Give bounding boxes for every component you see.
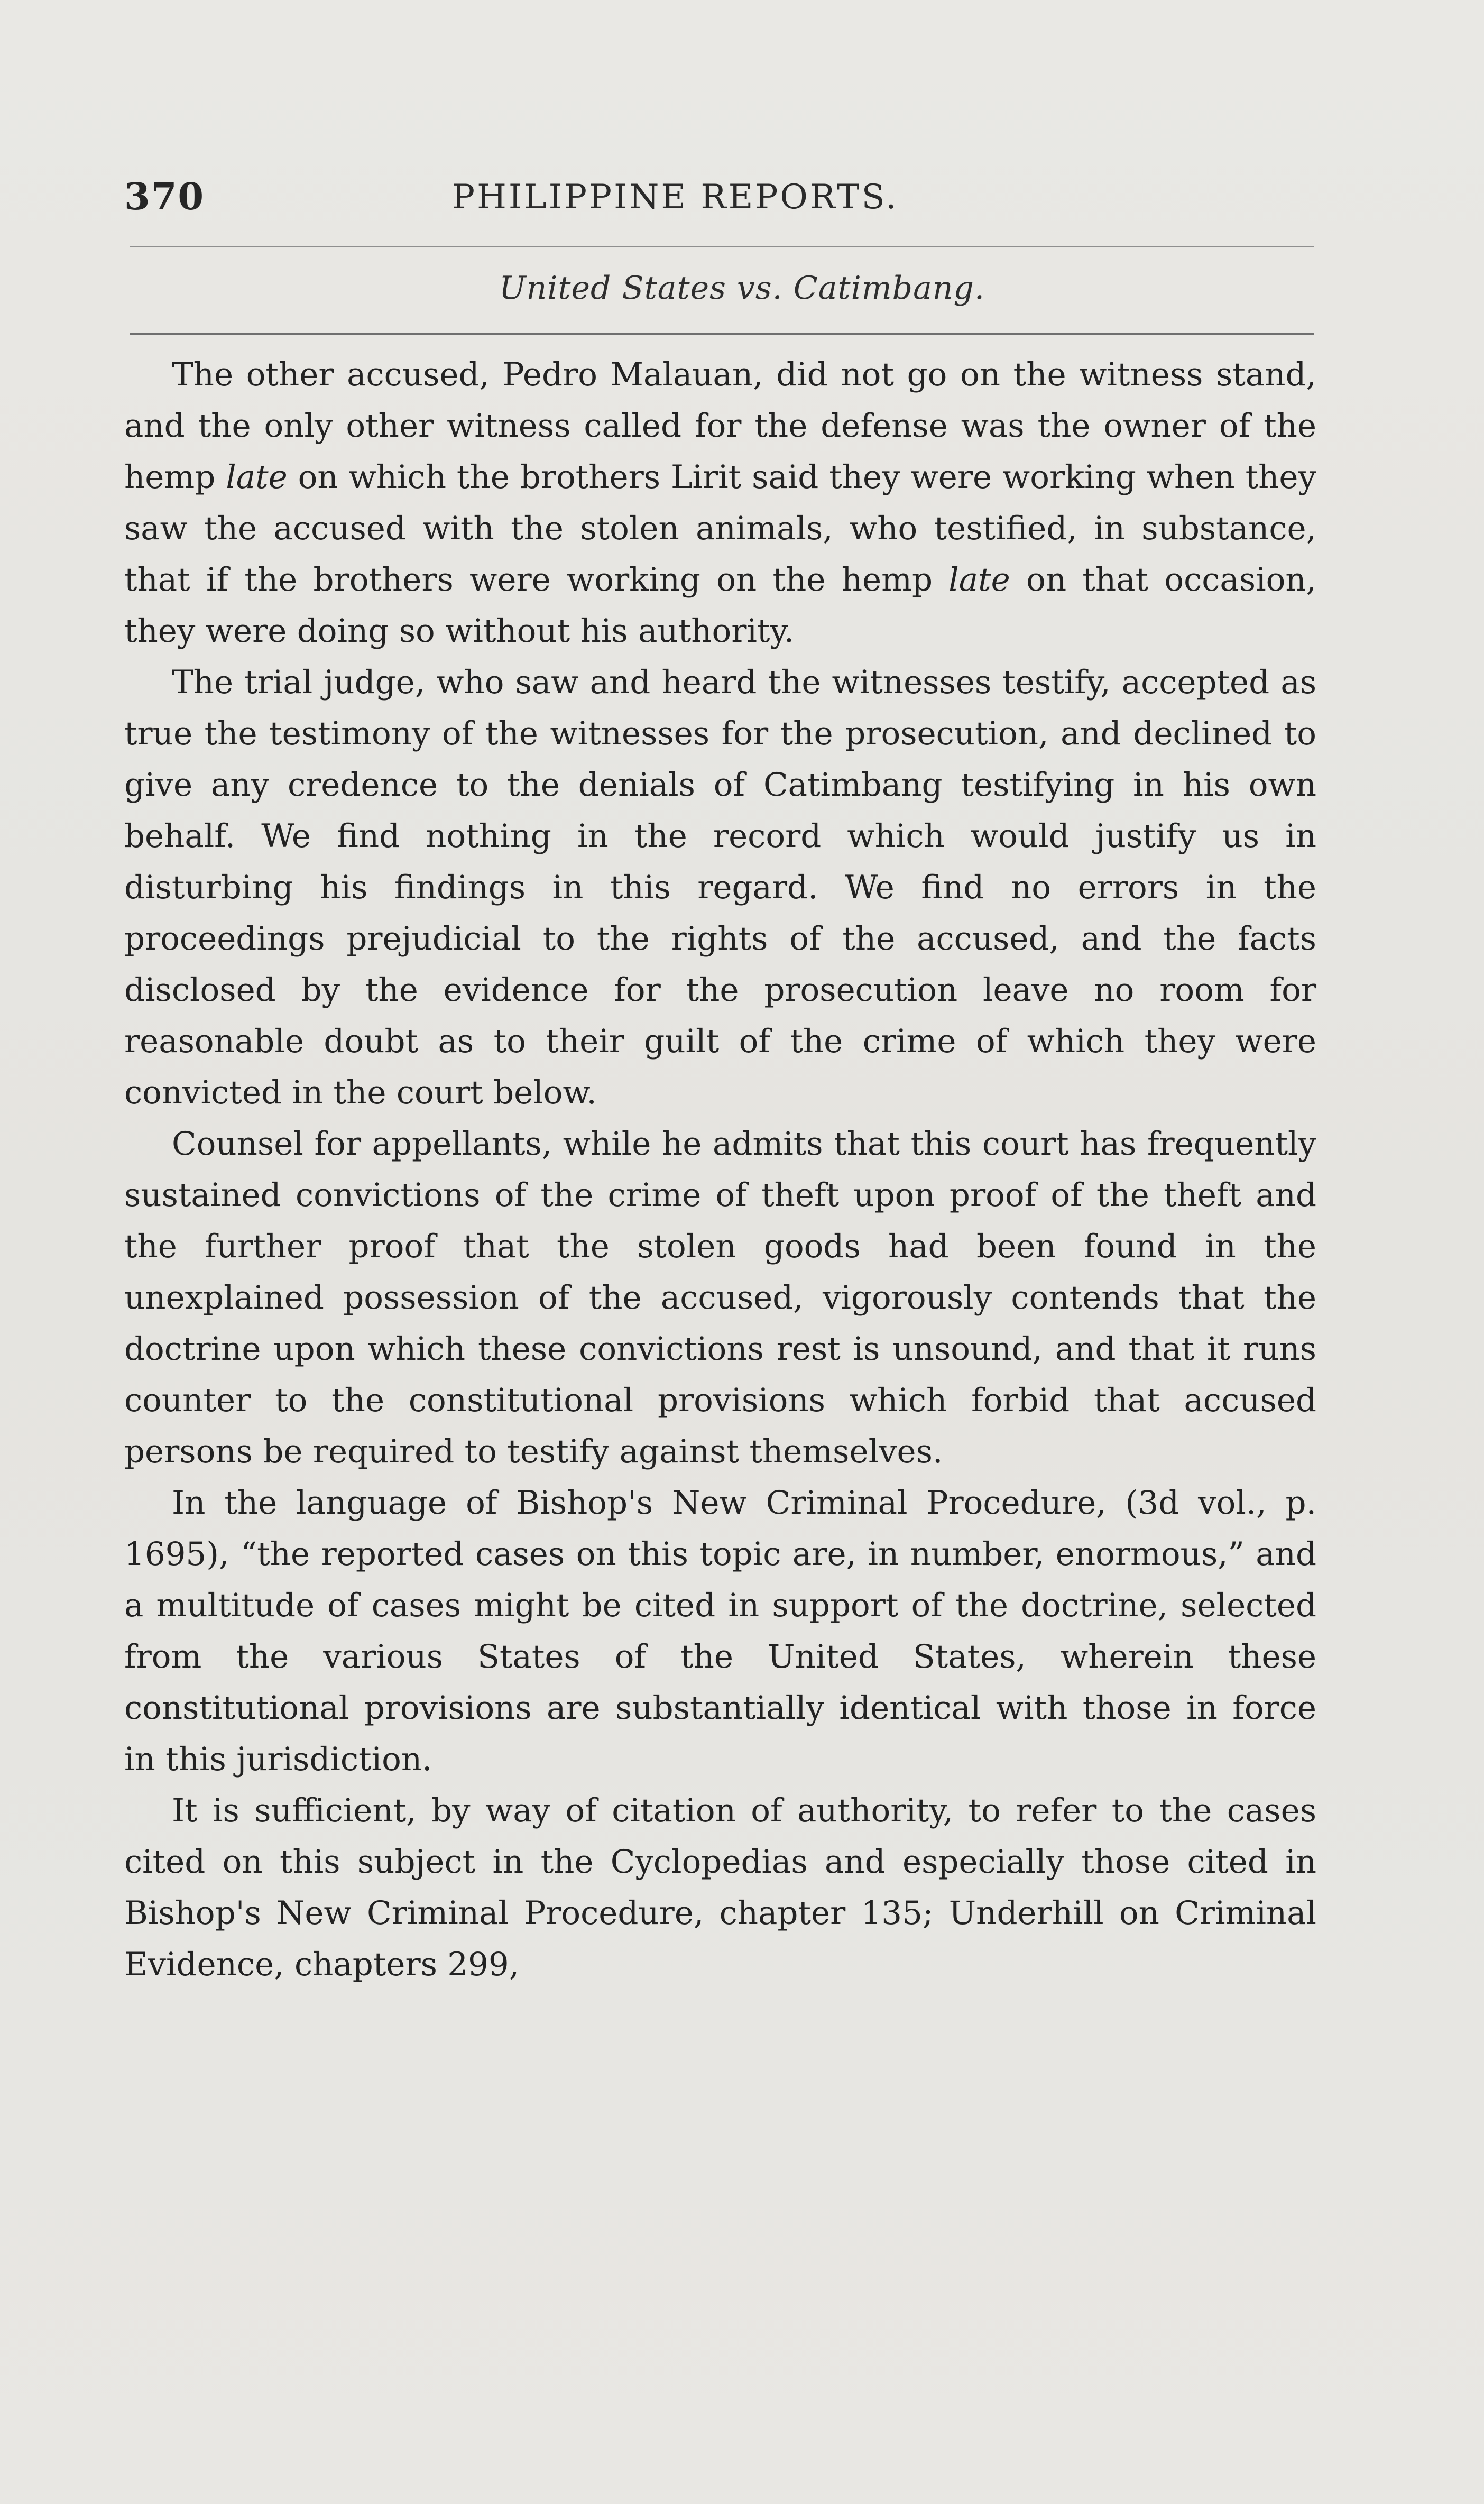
case-title: United States vs. Catimbang. (499, 270, 985, 307)
page-number: 370 (124, 174, 205, 218)
body-text (124, 349, 1316, 1990)
paragraph-4: In the language of Bishop's New Criminal Procedure, (3d vol., p. 1695), “the reported cases on this topic are, in number, enormous,” and a multitude of cases might be cited in support of the doctrine, selected from the various States of the United States, wherein these constitutional provisions are substantially identical with those in force in this jurisdiction. (124, 1484, 1316, 1778)
paragraph-1-text-c: on that occasion, they were doing so without his authority. (124, 561, 1317, 650)
header-rule (130, 246, 1314, 247)
paragraph-2: The trial judge, who saw and heard the witnesses testify, accepted as true the testimony of the witnesses for the prosecution, and declined to give any credence to the denials of Catimbang testifying in his own behalf. We find nothing in the record which would justify us in disturbing his findings in this regard. We find no errors in the proceedings prejudicial to the rights of the accused, and the facts disclosed by the evidence for the prosecution leave no room for reasonable doubt as to their guilt of the crime of which they were convicted in the court below. (124, 664, 1316, 1111)
paragraph-5: It is sufficient, by way of citation of authority, to refer to the cases cited on this subject in the Cyclopedias and especially those cited in Bishop's New Criminal Procedure, chapter 135; Underhill on Criminal Evidence, chapters 299, (124, 1792, 1316, 1983)
case-title-rule (130, 333, 1314, 335)
paragraph-3: Counsel for appellants, while he admits that this court has frequently sustained convictions of the crime of theft upon proof of the theft and the further proof that the stolen goods had been found in the unexplained possession of the accused, vigorously contends that the doctrine upon which these convictions rest is unsound, and that it runs counter to the constitutional provisions which forbid that accused persons be required to testify against themselves. (124, 1125, 1316, 1470)
page-header (124, 174, 1319, 238)
italic-term-late: late (226, 458, 288, 496)
paragraph-1-text-b: on which the brothers Lirit said they were working when they saw the accused with the stolen animals, who testified, in substance, that if the brothers were working on the hemp (124, 458, 1316, 599)
paragraph-1 (124, 349, 1316, 657)
paragraph-1-text-a: The other accused, Pedro Malauan, did not go on the witness stand, and the only other witness called for the defense was the owner of the hemp (124, 356, 1316, 496)
running-head: PHILIPPINE REPORTS. (452, 178, 899, 217)
italic-term-late: late (948, 561, 1010, 599)
